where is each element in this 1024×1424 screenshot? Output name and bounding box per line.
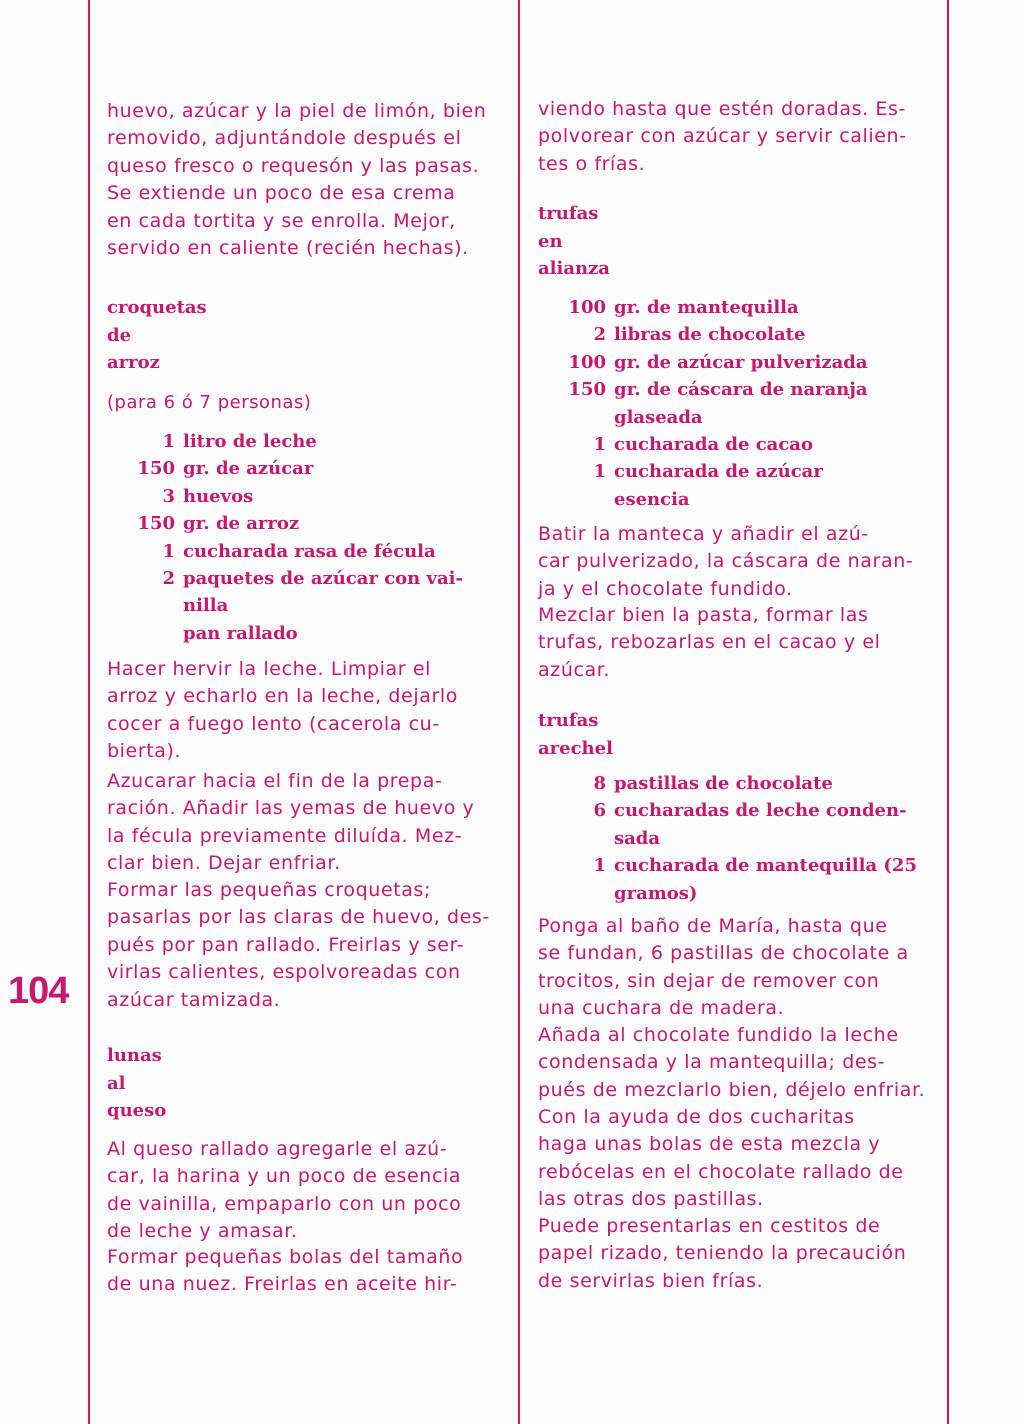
ingredient-row <box>107 538 504 565</box>
ingredient-text: litro de leche <box>183 431 317 452</box>
ingredient-qty: 100 <box>568 351 606 373</box>
ingredient-row <box>107 620 504 647</box>
ingredient-qty: 1 <box>593 855 606 877</box>
ingredient-row <box>538 797 935 852</box>
ingredient-qty: 150 <box>568 379 606 401</box>
method-paragraph: Formar pequeñas bolas del tamaño de una nuez. Freirlas en aceite hir- <box>107 1246 464 1296</box>
ingredient-list-trufas-arechel <box>538 770 935 907</box>
ingredient-row <box>107 455 504 482</box>
ingredient-text: cucharada de azúcar <box>614 461 823 483</box>
ingredient-text: gr. de azúcar pulverizada <box>614 351 868 373</box>
ingredient-qty: 1 <box>162 540 175 562</box>
ingredient-text: paquetes de azúcar con vai- nilla <box>183 568 463 617</box>
ingredient-row <box>538 458 935 485</box>
method-paragraph: Azucarar hacia el fin de la prepa- ración. Añadir las yemas de huevo y la fécula previamente diluída. Mez- clar bien. Dejar enfriar. <box>107 770 475 875</box>
ingredient-list-croquetas <box>107 428 504 647</box>
ingredient-qty: 1 <box>593 434 606 456</box>
ingredient-text: pan rallado <box>183 622 298 644</box>
method-paragraph: Hacer hervir la leche. Limpiar el arroz y echarlo en la leche, dejarlo cocer a fuego lento (cacerola cu- bierta). <box>107 658 458 763</box>
ingredient-qty: 6 <box>593 800 606 822</box>
ingredient-qty: 1 <box>162 431 175 452</box>
ingredient-text: gr. de azúcar <box>183 458 314 480</box>
ingredient-text: cucharada rasa de fécula <box>183 540 436 562</box>
method-paragraph: Mezclar bien la pasta, formar las trufas, rebozarlas en el cacao y el azúcar. <box>538 604 881 681</box>
intro-paragraph-left: huevo, azúcar y la piel de limón, bien removido, adjuntándole después el queso fresco o requesón y las pasas. Se extiende un poco de esa crema en cada tortita y se enrolla. Mejor, servido en caliente (recién hechas). <box>107 100 487 260</box>
method-paragraph: Con la ayuda de dos cucharitas haga unas bolas de esta mezcla y rebócelas en el chocolate rallado de las otras dos pastillas. <box>538 1106 904 1211</box>
ingredient-qty: 2 <box>162 568 175 590</box>
ingredient-list-trufas-alianza <box>538 294 935 513</box>
recipe-title-lunas: lunas al queso <box>107 1045 167 1122</box>
ingredient-qty: 8 <box>593 773 606 794</box>
ingredient-row <box>538 486 935 513</box>
ingredient-qty: 150 <box>137 513 175 535</box>
method-paragraph: Ponga al baño de María, hasta que se fundan, 6 pastillas de chocolate a trocitos, sin dejar de remover con una cuchara de madera. <box>538 915 909 1020</box>
ingredient-qty <box>107 620 183 647</box>
intro-paragraph-right: viendo hasta que estén doradas. Es- polvorear con azúcar y servir calien- tes o frías. <box>538 98 907 175</box>
method-paragraph: Añada al chocolate fundido la leche condensada y la mantequilla; des- pués de mezclarlo bien, déjelo enfriar. <box>538 1024 926 1101</box>
ingredient-row <box>538 376 935 431</box>
ingredient-qty: 3 <box>162 485 175 507</box>
right-margin-rule <box>947 0 949 1424</box>
recipe-title-croquetas: croquetas de arroz <box>107 297 207 374</box>
ingredient-row <box>538 431 935 458</box>
method-paragraph: Formar las pequeñas croquetas; pasarlas por las claras de huevo, des- pués por pan rallado. Freirlas y ser- virlas calientes, espolvoreadas con azúcar tamizada. <box>107 879 490 1011</box>
ingredient-row <box>107 565 504 620</box>
ingredient-text: pastillas de chocolate <box>614 773 833 794</box>
ingredient-text: cucharadas de leche conden- sada <box>614 800 907 849</box>
ingredient-text: cucharada de mantequilla (25 gramos) <box>614 855 917 904</box>
ingredient-qty: 150 <box>137 458 175 480</box>
ingredient-qty: 100 <box>568 297 606 318</box>
ingredient-row <box>107 510 504 537</box>
ingredient-row <box>107 483 504 510</box>
method-paragraph: Puede presentarlas en cestitos de papel rizado, teniendo la precaución de servirlas bien frías. <box>538 1215 907 1292</box>
center-column-rule <box>518 0 520 1424</box>
ingredient-row <box>538 321 935 348</box>
ingredient-text: gr. de cáscara de naranja glaseada <box>614 379 868 428</box>
ingredient-text: cucharada de cacao <box>614 434 813 456</box>
page-number: 104 <box>8 970 69 1012</box>
method-paragraph: Al queso rallado agregarle el azú- car, la harina y un poco de esencia de vainilla, empaparlo con un poco de leche y amasar. <box>107 1138 462 1243</box>
ingredient-row <box>107 428 504 455</box>
ingredient-text: gr. de mantequilla <box>614 297 799 318</box>
method-paragraph: Batir la manteca y añadir el azú- car pulverizado, la cáscara de naran- ja y el chocolate fundido. <box>538 523 914 600</box>
ingredient-qty <box>538 486 614 513</box>
ingredient-row <box>538 349 935 376</box>
ingredient-row <box>538 770 935 797</box>
ingredient-text: gr. de arroz <box>183 513 300 535</box>
ingredient-text: libras de chocolate <box>614 324 806 346</box>
ingredient-text: esencia <box>614 488 690 510</box>
ingredient-text: huevos <box>183 485 254 507</box>
ingredient-qty: 2 <box>593 324 606 346</box>
left-margin-rule <box>88 0 90 1424</box>
recipe-title-trufas-arechel: trufas arechel <box>538 710 613 759</box>
ingredient-qty: 1 <box>593 461 606 483</box>
recipe-title-trufas-alianza: trufas en alianza <box>538 203 610 280</box>
ingredient-row <box>538 294 935 321</box>
servings-note: (para 6 ó 7 personas) <box>107 392 312 413</box>
ingredient-row <box>538 852 935 907</box>
